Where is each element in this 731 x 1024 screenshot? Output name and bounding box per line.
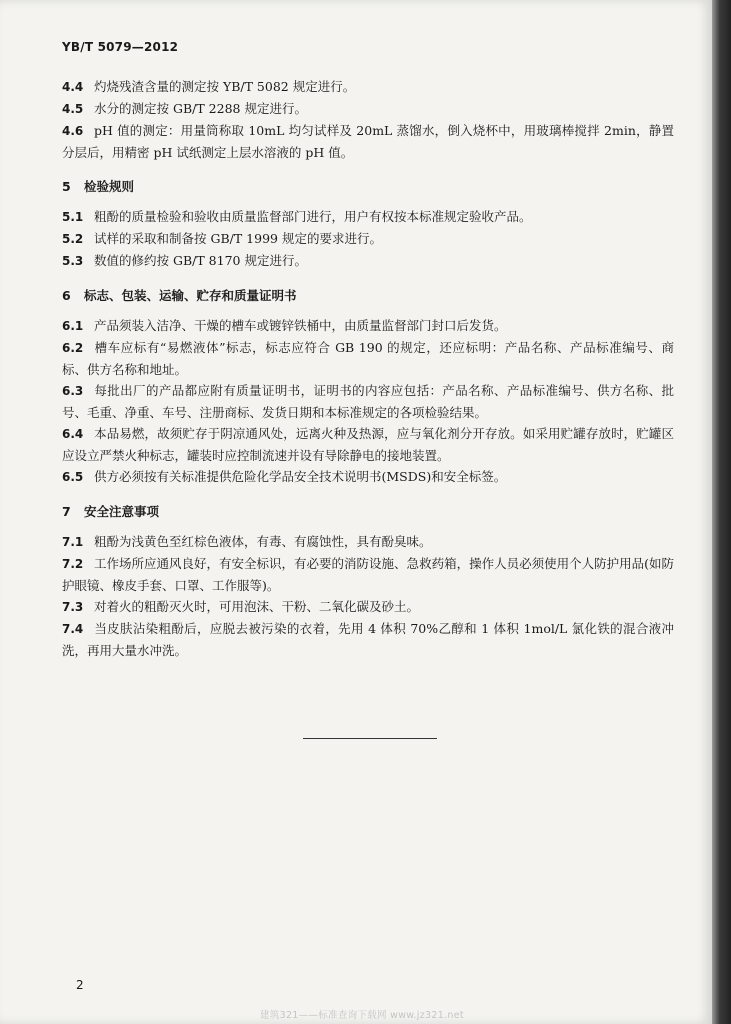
- clause-6-3: [62, 380, 674, 423]
- clause-number: 4.6: [62, 124, 84, 138]
- clause-text: 数值的修约按 GB/T 8170 规定进行。: [94, 253, 307, 268]
- section-title: 安全注意事项: [84, 504, 160, 519]
- standard-code-header: YB/T 5079—2012: [62, 40, 179, 54]
- clause-5-1: [62, 206, 674, 228]
- section-heading-5: [62, 176, 674, 197]
- clause-text: 产品须装入洁净、干燥的槽车或镀锌铁桶中，由质量监督部门封口后发货。: [94, 318, 507, 333]
- section-number: 7: [62, 504, 71, 519]
- clause-text: 灼烧残渣含量的测定按 YB/T 5082 规定进行。: [94, 79, 356, 94]
- clause-6-5: [62, 466, 674, 488]
- clause-text: 水分的测定按 GB/T 2288 规定进行。: [94, 101, 307, 116]
- clause-number: 6.2: [62, 341, 84, 355]
- clause-text: 当皮肤沾染粗酚后，应脱去被污染的衣着，先用 4 体积 70%乙醇和 1 体积 1mol/L 氯化铁的混合液冲洗，再用大量水冲洗。: [62, 621, 674, 658]
- clause-text: 对着火的粗酚灭火时，可用泡沫、干粉、二氧化碳及砂土。: [94, 599, 420, 614]
- clause-7-3: [62, 596, 674, 618]
- clause-number: 7.4: [62, 622, 84, 636]
- section-number: 5: [62, 179, 71, 194]
- clause-number: 4.5: [62, 102, 84, 116]
- clause-number: 4.4: [62, 80, 84, 94]
- clause-4-4: [62, 76, 674, 98]
- clause-number: 6.5: [62, 470, 84, 484]
- clause-text: 试样的采取和制备按 GB/T 1999 规定的要求进行。: [94, 231, 382, 246]
- clause-6-1: [62, 315, 674, 337]
- clause-text: 工作场所应通风良好，有安全标识，有必要的消防设施、急救药箱，操作人员必须使用个人防护用品(如防护眼镜、橡皮手套、口罩、工作服等)。: [62, 556, 674, 593]
- section-heading-6: [62, 285, 674, 306]
- clause-6-4: [62, 423, 674, 466]
- clause-7-4: [62, 618, 674, 661]
- document-body: [62, 76, 674, 661]
- clause-number: 7.3: [62, 600, 84, 614]
- clause-text: pH 值的测定：用量筒称取 10mL 均匀试样及 20mL 蒸馏水，倒入烧杯中，用玻璃棒搅拌 2min，静置分层后，用精密 pH 试纸测定上层水溶液的 pH 值。: [62, 123, 674, 160]
- site-watermark: 建筑321——标准查询下载网 www.jz321.net: [260, 1010, 464, 1021]
- clause-4-6: [62, 120, 674, 163]
- clause-7-1: [62, 531, 674, 553]
- clause-number: 5.2: [62, 232, 84, 246]
- clause-number: 7.2: [62, 557, 84, 571]
- section-title: 标志、包装、运输、贮存和质量证明书: [84, 288, 297, 303]
- clause-number: 6.4: [62, 427, 84, 441]
- clause-7-2: [62, 553, 674, 596]
- clause-4-5: [62, 98, 674, 120]
- clause-number: 6.3: [62, 384, 84, 398]
- page-number: 2: [76, 978, 84, 992]
- section-heading-7: [62, 501, 674, 522]
- scan-edge-shadow: [712, 0, 731, 1024]
- clause-text: 每批出厂的产品都应附有质量证明书，证明书的内容应包括：产品名称、产品标准编号、供方名称、批号、毛重、净重、车号、注册商标、发货日期和本标准规定的各项检验结果。: [62, 383, 674, 420]
- clause-5-3: [62, 250, 674, 272]
- clause-6-2: [62, 337, 674, 380]
- clause-5-2: [62, 228, 674, 250]
- section-title: 检验规则: [84, 179, 135, 194]
- clause-text: 槽车应标有“易燃液体”标志，标志应符合 GB 190 的规定，还应标明：产品名称、产品标准编号、商标、供方名称和地址。: [62, 340, 674, 377]
- clause-text: 粗酚为浅黄色至红棕色液体，有毒、有腐蚀性，具有酚臭味。: [94, 534, 432, 549]
- end-of-document-rule: [303, 738, 437, 739]
- clause-number: 7.1: [62, 535, 84, 549]
- clause-text: 粗酚的质量检验和验收由质量监督部门进行，用户有权按本标准规定验收产品。: [94, 209, 532, 224]
- clause-number: 5.3: [62, 254, 84, 268]
- clause-number: 6.1: [62, 319, 84, 333]
- clause-number: 5.1: [62, 210, 84, 224]
- clause-text: 本品易燃，故须贮存于阴凉通风处，远离火种及热源，应与氧化剂分开存放。如采用贮罐存放时，贮罐区应设立严禁火种标志，罐装时应控制流速并设有导除静电的接地装置。: [62, 426, 674, 463]
- section-number: 6: [62, 288, 71, 303]
- clause-text: 供方必须按有关标准提供危险化学品安全技术说明书(MSDS)和安全标签。: [94, 469, 507, 484]
